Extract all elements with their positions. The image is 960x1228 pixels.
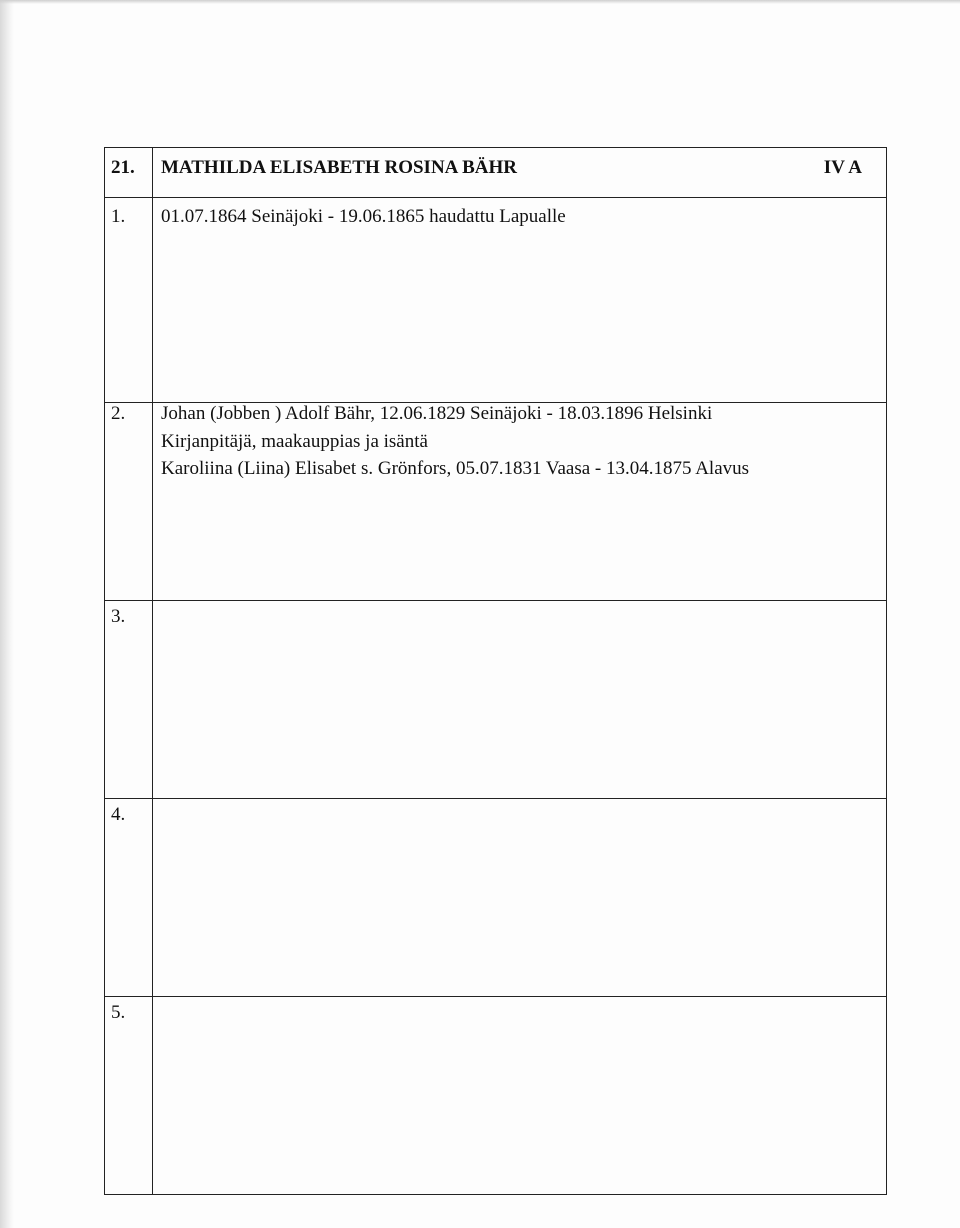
section-line: Kirjanpitäjä, maakauppias ja isäntä (161, 431, 428, 452)
scan-shadow-top (0, 0, 960, 4)
header-row (105, 148, 886, 197)
section-number: 5. (111, 1002, 126, 1023)
section-3 (105, 600, 886, 798)
section-line: Karoliina (Liina) Elisabet s. Grönfors, 05.07.1831 Vaasa - 13.04.1875 Alavus (161, 458, 750, 479)
section-1 (105, 197, 886, 402)
section-number: 4. (111, 804, 126, 825)
section-4 (105, 798, 886, 996)
record-number: 21. (111, 157, 135, 178)
section-line: 01.07.1864 Seinäjoki - 19.06.1865 haudattu Lapualle (161, 206, 566, 227)
scan-shadow-left (0, 0, 14, 1228)
section-number: 1. (111, 206, 126, 227)
generation-code: IV A (823, 157, 862, 178)
section-5 (105, 996, 886, 1193)
section-number: 3. (111, 606, 126, 627)
section-number: 2. (111, 403, 126, 424)
person-name: MATHILDA ELISABETH ROSINA BÄHR (161, 157, 517, 178)
genealogy-form (104, 147, 887, 1195)
section-2 (105, 402, 886, 600)
section-line: Johan (Jobben ) Adolf Bähr, 12.06.1829 Seinäjoki - 18.03.1896 Helsinki (161, 403, 713, 424)
